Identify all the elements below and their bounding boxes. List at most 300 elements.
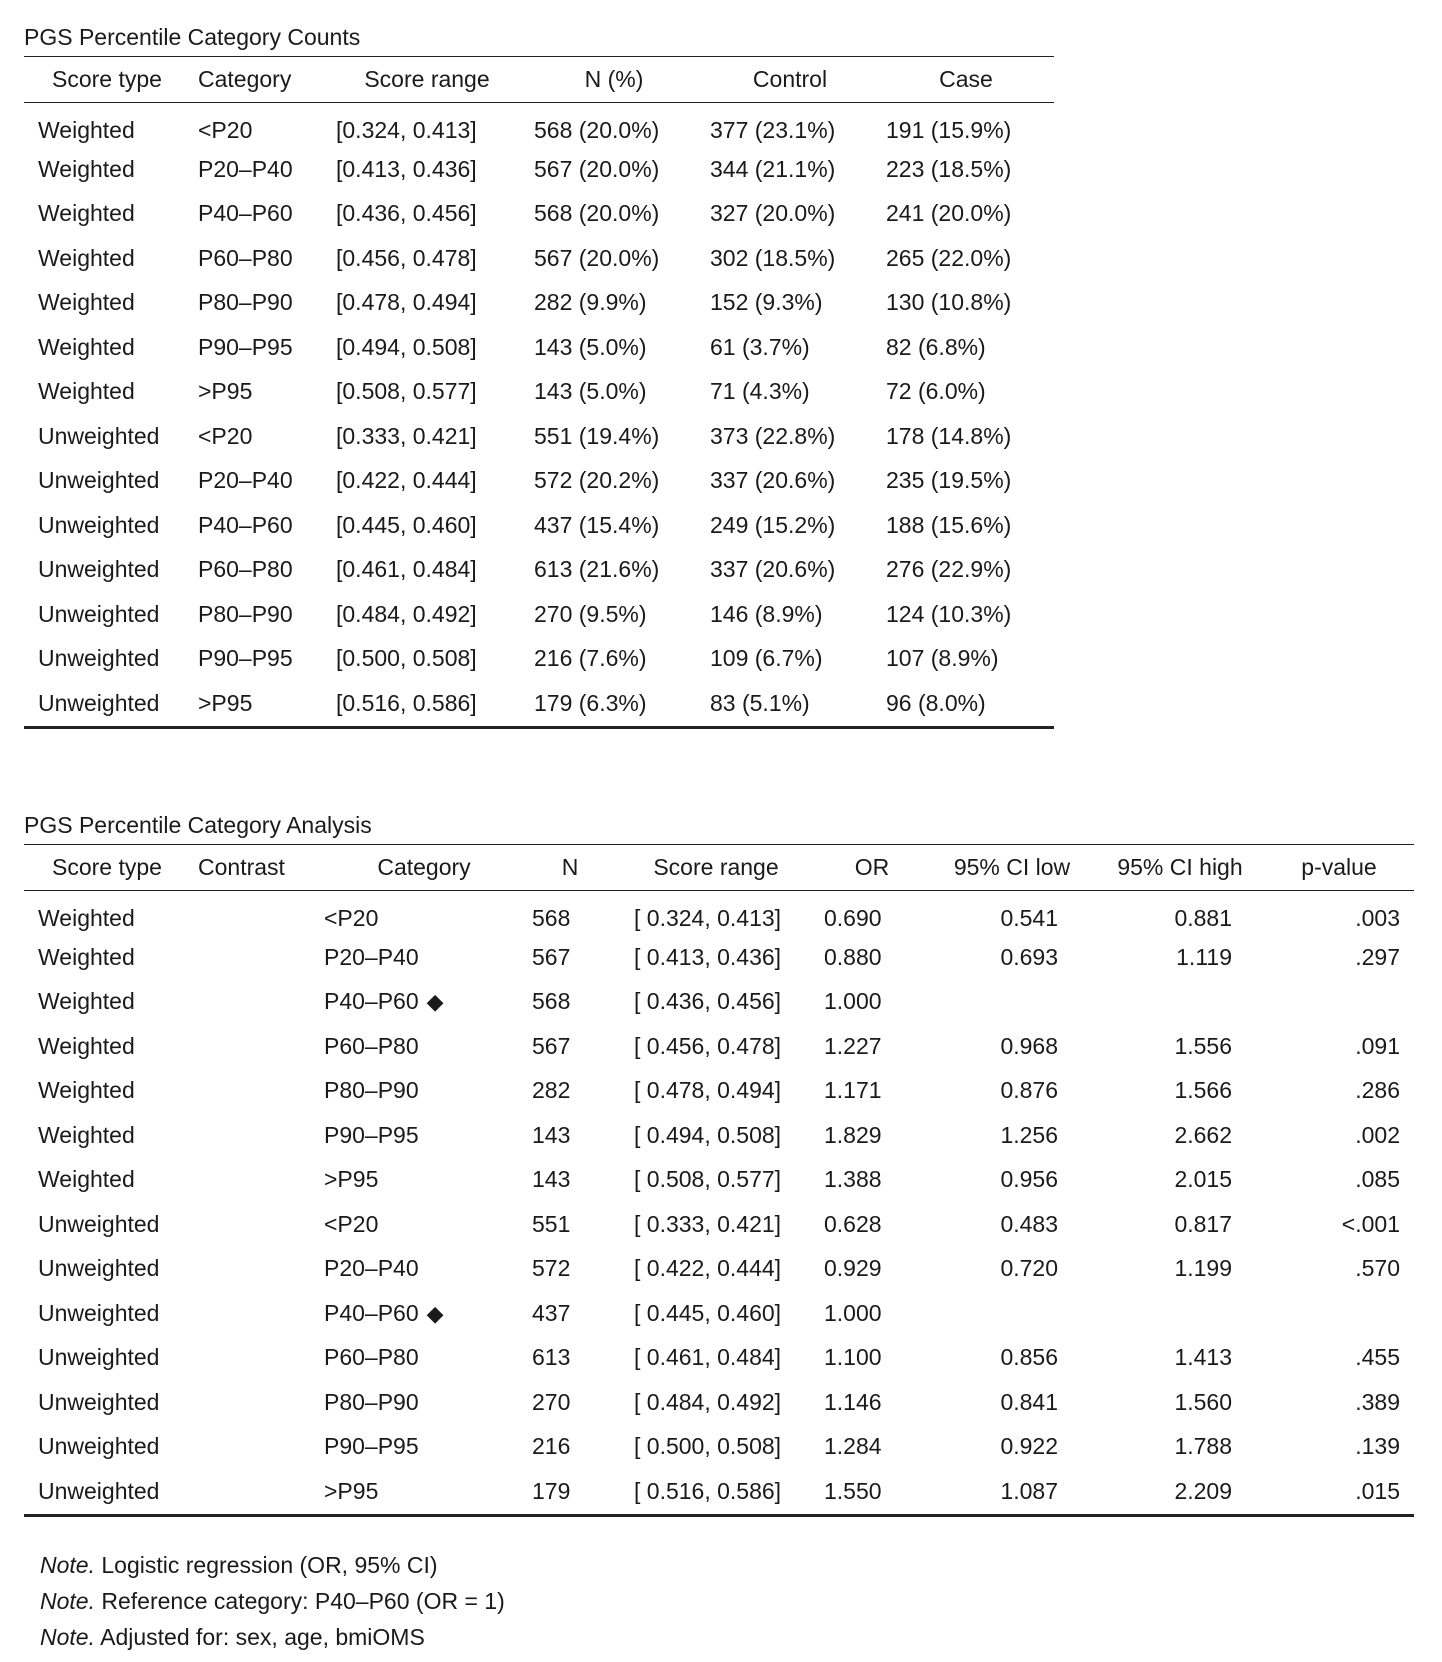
- cell-value: .455: [1355, 1344, 1400, 1371]
- counts-cell: [0.484, 0.492]: [336, 600, 477, 627]
- analysis-cell-category: [324, 980, 524, 1025]
- analysis-cell-p: [1264, 1202, 1414, 1247]
- cell-value: 143: [532, 1121, 571, 1148]
- counts-cell: Weighted: [38, 155, 135, 182]
- cell-value: 216: [532, 1433, 571, 1460]
- analysis-cell-p: [1264, 891, 1414, 936]
- counts-cell: 276 (22.9%): [886, 556, 1012, 583]
- analysis-cell-ci-high: [1096, 1069, 1264, 1114]
- counts-cell: P80–P90: [198, 289, 293, 316]
- table-row: [24, 370, 1054, 415]
- analysis-cell-n: [524, 980, 616, 1025]
- analysis-col-header: Contrast: [190, 845, 324, 891]
- cell-value: 551: [532, 1210, 571, 1237]
- cell-value: 0.541: [1000, 904, 1058, 931]
- counts-cell: P80–P90: [198, 600, 293, 627]
- cell-value: 1.550: [824, 1477, 882, 1504]
- cell-value: P40–P60: [324, 988, 419, 1015]
- analysis-cell-ci-low: [928, 1247, 1096, 1292]
- analysis-col-header: p-value: [1264, 845, 1414, 891]
- analysis-cell-or: [816, 1247, 928, 1292]
- cell-value: 568: [532, 904, 571, 931]
- analysis-cell-or: [816, 980, 928, 1025]
- analysis-cell-or: [816, 1069, 928, 1114]
- analysis-cell-or: [816, 1425, 928, 1470]
- analysis-cell-n: [524, 1469, 616, 1514]
- analysis-cell-n: [524, 935, 616, 980]
- analysis-cell-score-type: [24, 1158, 190, 1203]
- counts-cell: 373 (22.8%): [710, 422, 836, 449]
- counts-cell: 109 (6.7%): [710, 645, 823, 672]
- counts-cell: 179 (6.3%): [534, 689, 647, 716]
- counts-col-header: Case: [878, 57, 1054, 103]
- counts-cell: [0.494, 0.508]: [336, 333, 477, 360]
- cell-value: Weighted: [38, 1166, 135, 1193]
- counts-table: [24, 56, 1054, 726]
- counts-cell: 437 (15.4%): [534, 511, 660, 538]
- counts-cell: 152 (9.3%): [710, 289, 823, 316]
- counts-col-header: Score type: [24, 57, 190, 103]
- table-row: [24, 1069, 1414, 1114]
- analysis-cell-ci-low: [928, 1469, 1096, 1514]
- analysis-cell-range: [616, 1024, 816, 1069]
- cell-value: <.001: [1341, 1210, 1400, 1237]
- counts-cell: [0.324, 0.413]: [336, 116, 477, 143]
- counts-cell: Unweighted: [38, 556, 160, 583]
- cell-value: [ 0.324, 0.413]: [634, 904, 782, 931]
- counts-cell: 188 (15.6%): [886, 511, 1012, 538]
- table-row: [24, 1024, 1414, 1069]
- analysis-col-header: OR: [816, 845, 928, 891]
- analysis-cell-p: [1264, 1425, 1414, 1470]
- analysis-cell-ci-high: [1096, 1024, 1264, 1069]
- counts-cell: Unweighted: [38, 645, 160, 672]
- counts-cell: 337 (20.6%): [710, 556, 836, 583]
- counts-cell: Unweighted: [38, 511, 160, 538]
- analysis-cell-or: [816, 891, 928, 936]
- cell-value: 1.566: [1174, 1077, 1232, 1104]
- cell-value: [ 0.478, 0.494]: [634, 1077, 782, 1104]
- analysis-cell-or: [816, 1202, 928, 1247]
- cell-value: 0.690: [824, 904, 882, 931]
- analysis-cell-p: [1264, 1380, 1414, 1425]
- analysis-cell-or: [816, 1024, 928, 1069]
- analysis-cell-ci-high: [1096, 1380, 1264, 1425]
- counts-table-block: [24, 18, 1054, 729]
- cell-value: 1.100: [824, 1344, 882, 1371]
- analysis-cell-range: [616, 1425, 816, 1470]
- counts-cell: 96 (8.0%): [886, 689, 986, 716]
- counts-cell: 377 (23.1%): [710, 116, 836, 143]
- counts-cell: <P20: [198, 422, 253, 449]
- counts-col-header: Category: [190, 57, 328, 103]
- cell-value: 0.483: [1000, 1210, 1058, 1237]
- analysis-cell-ci-high: [1096, 1113, 1264, 1158]
- analysis-cell-or: [816, 1336, 928, 1381]
- cell-value: 2.015: [1174, 1166, 1232, 1193]
- analysis-table-bottom-rule: [24, 1514, 1414, 1517]
- cell-value: Weighted: [38, 988, 135, 1015]
- counts-cell: 241 (20.0%): [886, 200, 1012, 227]
- cell-value: P80–P90: [324, 1388, 419, 1415]
- counts-cell: [0.461, 0.484]: [336, 556, 477, 583]
- cell-value: Weighted: [38, 1032, 135, 1059]
- analysis-cell-range: [616, 1291, 816, 1336]
- analysis-cell-range: [616, 1202, 816, 1247]
- analysis-cell-score-type: [24, 1425, 190, 1470]
- table-row: [24, 147, 1054, 192]
- analysis-cell-range: [616, 1336, 816, 1381]
- counts-cell: <P20: [198, 116, 253, 143]
- cell-value: .389: [1355, 1388, 1400, 1415]
- cell-value: 1.199: [1174, 1255, 1232, 1282]
- cell-value: 0.922: [1000, 1433, 1058, 1460]
- cell-value: 1.256: [1000, 1121, 1058, 1148]
- analysis-cell-score-type: [24, 980, 190, 1025]
- analysis-cell-ci-high: [1096, 1336, 1264, 1381]
- cell-value: 0.841: [1000, 1388, 1058, 1415]
- table-row: [24, 1158, 1414, 1203]
- analysis-cell-ci-low: [928, 935, 1096, 980]
- counts-cell: 124 (10.3%): [886, 600, 1012, 627]
- cell-value: [ 0.422, 0.444]: [634, 1255, 782, 1282]
- cell-value: .003: [1355, 904, 1400, 931]
- cell-value: 1.146: [824, 1388, 882, 1415]
- analysis-cell-p: [1264, 1336, 1414, 1381]
- table-row: [24, 548, 1054, 593]
- analysis-cell-category: [324, 1291, 524, 1336]
- analysis-cell-range: [616, 1380, 816, 1425]
- analysis-cell-category: [324, 1336, 524, 1381]
- analysis-cell-p: [1264, 1291, 1414, 1336]
- analysis-cell-or: [816, 1291, 928, 1336]
- counts-cell: 71 (4.3%): [710, 378, 810, 405]
- counts-cell: Weighted: [38, 200, 135, 227]
- cell-value: P80–P90: [324, 1077, 419, 1104]
- analysis-cell-range: [616, 1247, 816, 1292]
- counts-cell: 72 (6.0%): [886, 378, 986, 405]
- table-row: [24, 1380, 1414, 1425]
- counts-cell: Weighted: [38, 378, 135, 405]
- cell-value: Unweighted: [38, 1210, 160, 1237]
- cell-value: 1.000: [824, 988, 882, 1015]
- analysis-cell-p: [1264, 1158, 1414, 1203]
- table-row: [24, 592, 1054, 637]
- counts-table-bottom-rule: [24, 726, 1054, 729]
- cell-value: 567: [532, 943, 571, 970]
- counts-cell: P40–P60: [198, 511, 293, 538]
- counts-cell: P90–P95: [198, 645, 293, 672]
- analysis-cell-ci-high: [1096, 891, 1264, 936]
- analysis-cell-contrast: [190, 935, 324, 980]
- analysis-table: [24, 844, 1414, 1514]
- cell-value: Unweighted: [38, 1388, 160, 1415]
- cell-value: Weighted: [38, 1077, 135, 1104]
- analysis-cell-score-type: [24, 1202, 190, 1247]
- analysis-cell-score-type: [24, 891, 190, 936]
- cell-value: 0.817: [1174, 1210, 1232, 1237]
- analysis-cell-score-type: [24, 1024, 190, 1069]
- counts-cell: [0.500, 0.508]: [336, 645, 477, 672]
- note-label: Note.: [40, 1624, 95, 1650]
- analysis-cell-p: [1264, 1069, 1414, 1114]
- counts-cell: 567 (20.0%): [534, 244, 660, 271]
- counts-cell: [0.508, 0.577]: [336, 378, 477, 405]
- analysis-cell-score-type: [24, 1469, 190, 1514]
- analysis-cell-score-type: [24, 1336, 190, 1381]
- analysis-cell-n: [524, 1291, 616, 1336]
- counts-cell: [0.456, 0.478]: [336, 244, 477, 271]
- analysis-cell-or: [816, 1469, 928, 1514]
- cell-value: Unweighted: [38, 1477, 160, 1504]
- cell-value: <P20: [324, 904, 379, 931]
- analysis-cell-contrast: [190, 891, 324, 936]
- counts-cell: P40–P60: [198, 200, 293, 227]
- analysis-cell-contrast: [190, 1380, 324, 1425]
- analysis-cell-score-type: [24, 1247, 190, 1292]
- table-row: [24, 236, 1054, 281]
- counts-cell: 567 (20.0%): [534, 155, 660, 182]
- analysis-cell-ci-high: [1096, 1158, 1264, 1203]
- counts-cell: 178 (14.8%): [886, 422, 1012, 449]
- analysis-cell-n: [524, 1380, 616, 1425]
- analysis-cell-range: [616, 1469, 816, 1514]
- cell-value: P60–P80: [324, 1032, 419, 1059]
- analysis-cell-n: [524, 1247, 616, 1292]
- counts-cell: Unweighted: [38, 600, 160, 627]
- table-row: [24, 681, 1054, 726]
- note-text: Reference category: P40–P60 (OR = 1): [94, 1588, 505, 1614]
- cell-value: 0.693: [1000, 943, 1058, 970]
- cell-value: .085: [1355, 1166, 1400, 1193]
- cell-value: 1.227: [824, 1032, 882, 1059]
- analysis-cell-category: [324, 1158, 524, 1203]
- cell-value: 568: [532, 988, 571, 1015]
- counts-cell: >P95: [198, 689, 253, 716]
- cell-value: 143: [532, 1166, 571, 1193]
- cell-value: 0.876: [1000, 1077, 1058, 1104]
- table-row: [24, 1425, 1414, 1470]
- cell-value: Weighted: [38, 904, 135, 931]
- table-row: [24, 414, 1054, 459]
- cell-value: 282: [532, 1077, 571, 1104]
- counts-col-header: N (%): [526, 57, 702, 103]
- analysis-cell-ci-high: [1096, 935, 1264, 980]
- cell-value: [ 0.508, 0.577]: [634, 1166, 782, 1193]
- counts-cell: 282 (9.9%): [534, 289, 647, 316]
- analysis-cell-contrast: [190, 1158, 324, 1203]
- analysis-cell-score-type: [24, 1380, 190, 1425]
- table-row: [24, 1291, 1414, 1336]
- analysis-cell-ci-low: [928, 1113, 1096, 1158]
- cell-value: 1.556: [1174, 1032, 1232, 1059]
- cell-value: 0.720: [1000, 1255, 1058, 1282]
- counts-cell: >P95: [198, 378, 253, 405]
- cell-value: 270: [532, 1388, 571, 1415]
- cell-value: 2.662: [1174, 1121, 1232, 1148]
- counts-cell: [0.422, 0.444]: [336, 467, 477, 494]
- analysis-cell-ci-low: [928, 1336, 1096, 1381]
- cell-value: 1.000: [824, 1299, 882, 1326]
- analysis-cell-contrast: [190, 1336, 324, 1381]
- analysis-cell-contrast: [190, 1469, 324, 1514]
- analysis-cell-p: [1264, 1024, 1414, 1069]
- counts-cell: P60–P80: [198, 244, 293, 271]
- analysis-cell-p: [1264, 1469, 1414, 1514]
- analysis-cell-ci-low: [928, 1291, 1096, 1336]
- analysis-cell-n: [524, 1024, 616, 1069]
- table-row: [24, 281, 1054, 326]
- analysis-cell-or: [816, 1113, 928, 1158]
- counts-cell: Weighted: [38, 116, 135, 143]
- cell-value: 2.209: [1174, 1477, 1232, 1504]
- analysis-cell-n: [524, 1336, 616, 1381]
- counts-cell: 143 (5.0%): [534, 378, 647, 405]
- cell-value: 1.284: [824, 1433, 882, 1460]
- cell-value: 0.880: [824, 943, 882, 970]
- analysis-cell-category: [324, 935, 524, 980]
- analysis-cell-category: [324, 1113, 524, 1158]
- counts-cell: 143 (5.0%): [534, 333, 647, 360]
- analysis-col-header: N: [524, 845, 616, 891]
- analysis-cell-contrast: [190, 980, 324, 1025]
- cell-value: 567: [532, 1032, 571, 1059]
- analysis-cell-contrast: [190, 1291, 324, 1336]
- analysis-cell-n: [524, 1113, 616, 1158]
- cell-value: .570: [1355, 1255, 1400, 1282]
- cell-value: 613: [532, 1344, 571, 1371]
- analysis-cell-ci-low: [928, 1069, 1096, 1114]
- counts-cell: P20–P40: [198, 467, 293, 494]
- cell-value: [ 0.461, 0.484]: [634, 1344, 782, 1371]
- table-row: [24, 1336, 1414, 1381]
- table-row: [24, 325, 1054, 370]
- table-notes: [40, 1547, 505, 1655]
- cell-value: 0.856: [1000, 1344, 1058, 1371]
- counts-cell: 191 (15.9%): [886, 116, 1012, 143]
- cell-value: P20–P40: [324, 943, 419, 970]
- cell-value: Unweighted: [38, 1433, 160, 1460]
- analysis-cell-range: [616, 891, 816, 936]
- counts-cell: 551 (19.4%): [534, 422, 660, 449]
- cell-value: P60–P80: [324, 1344, 419, 1371]
- counts-cell: Unweighted: [38, 467, 160, 494]
- analysis-cell-n: [524, 1202, 616, 1247]
- counts-cell: 82 (6.8%): [886, 333, 986, 360]
- analysis-cell-ci-low: [928, 1380, 1096, 1425]
- table-row: [24, 459, 1054, 504]
- analysis-cell-contrast: [190, 1113, 324, 1158]
- cell-value: 1.413: [1174, 1344, 1232, 1371]
- cell-value: [ 0.494, 0.508]: [634, 1121, 782, 1148]
- counts-col-header: Control: [702, 57, 878, 103]
- table-row: [24, 1469, 1414, 1514]
- analysis-cell-ci-low: [928, 1158, 1096, 1203]
- note-label: Note.: [40, 1552, 95, 1578]
- cell-value: Unweighted: [38, 1255, 160, 1282]
- analysis-cell-ci-low: [928, 1425, 1096, 1470]
- analysis-cell-range: [616, 1113, 816, 1158]
- counts-cell: 235 (19.5%): [886, 467, 1012, 494]
- analysis-cell-n: [524, 1425, 616, 1470]
- analysis-cell-category: [324, 1469, 524, 1514]
- cell-value: Unweighted: [38, 1344, 160, 1371]
- analysis-cell-ci-high: [1096, 1202, 1264, 1247]
- counts-cell: Unweighted: [38, 689, 160, 716]
- table-row: [24, 980, 1414, 1025]
- cell-value: .139: [1355, 1433, 1400, 1460]
- counts-cell: 568 (20.0%): [534, 200, 660, 227]
- analysis-cell-p: [1264, 935, 1414, 980]
- analysis-cell-ci-low: [928, 980, 1096, 1025]
- reference-diamond-icon: ◆: [426, 989, 444, 1015]
- analysis-cell-or: [816, 1158, 928, 1203]
- counts-cell: [0.516, 0.586]: [336, 689, 477, 716]
- analysis-cell-ci-high: [1096, 1291, 1264, 1336]
- cell-value: >P95: [324, 1166, 379, 1193]
- cell-value: 1.171: [824, 1077, 882, 1104]
- cell-value: >P95: [324, 1477, 379, 1504]
- analysis-cell-or: [816, 935, 928, 980]
- analysis-cell-range: [616, 1069, 816, 1114]
- counts-cell: 61 (3.7%): [710, 333, 810, 360]
- analysis-cell-score-type: [24, 1291, 190, 1336]
- cell-value: P90–P95: [324, 1121, 419, 1148]
- cell-value: P90–P95: [324, 1433, 419, 1460]
- cell-value: [ 0.436, 0.456]: [634, 988, 782, 1015]
- cell-value: 0.628: [824, 1210, 882, 1237]
- analysis-cell-category: [324, 1024, 524, 1069]
- analysis-cell-ci-high: [1096, 1247, 1264, 1292]
- analysis-col-header: Score type: [24, 845, 190, 891]
- analysis-cell-category: [324, 1202, 524, 1247]
- counts-cell: 83 (5.1%): [710, 689, 810, 716]
- counts-cell: [0.436, 0.456]: [336, 200, 477, 227]
- analysis-cell-ci-low: [928, 1202, 1096, 1247]
- cell-value: 1.087: [1000, 1477, 1058, 1504]
- cell-value: [ 0.445, 0.460]: [634, 1299, 782, 1326]
- reference-diamond-icon: ◆: [426, 1300, 444, 1326]
- cell-value: 1.829: [824, 1121, 882, 1148]
- cell-value: 1.788: [1174, 1433, 1232, 1460]
- cell-value: 1.119: [1176, 943, 1232, 970]
- analysis-cell-p: [1264, 1113, 1414, 1158]
- cell-value: 0.881: [1174, 904, 1232, 931]
- analysis-cell-range: [616, 1158, 816, 1203]
- counts-cell: 223 (18.5%): [886, 155, 1012, 182]
- cell-value: <P20: [324, 1210, 379, 1237]
- table-row: [24, 192, 1054, 237]
- analysis-cell-contrast: [190, 1202, 324, 1247]
- counts-cell: 249 (15.2%): [710, 511, 836, 538]
- cell-value: Unweighted: [38, 1299, 160, 1326]
- analysis-cell-range: [616, 980, 816, 1025]
- analysis-cell-ci-low: [928, 1024, 1096, 1069]
- analysis-cell-p: [1264, 1247, 1414, 1292]
- counts-cell: P60–P80: [198, 556, 293, 583]
- table-row: [24, 637, 1054, 682]
- counts-table-title: PGS Percentile Category Counts: [24, 24, 361, 50]
- table-row: [24, 1247, 1414, 1292]
- table-row: [24, 1202, 1414, 1247]
- counts-cell: 613 (21.6%): [534, 556, 660, 583]
- counts-cell: 270 (9.5%): [534, 600, 647, 627]
- table-row: [24, 503, 1054, 548]
- counts-cell: [0.478, 0.494]: [336, 289, 477, 316]
- table-row: [24, 935, 1414, 980]
- cell-value: 179: [532, 1477, 571, 1504]
- table-row: [24, 103, 1054, 148]
